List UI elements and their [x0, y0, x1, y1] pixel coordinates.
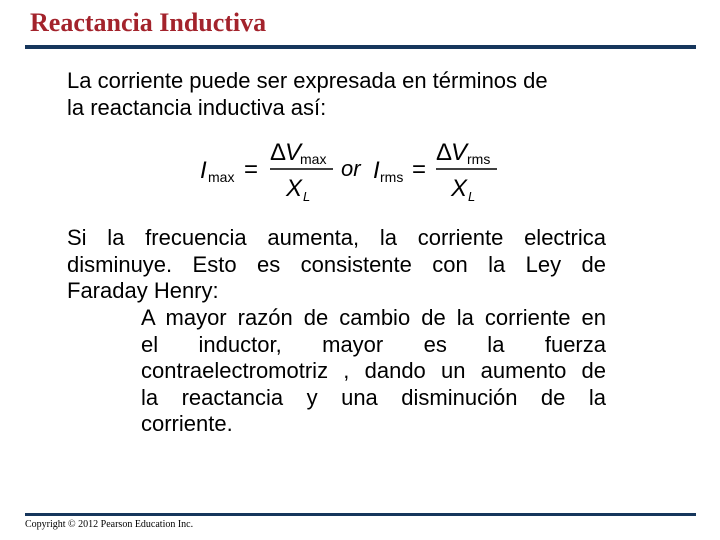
formula-equals-2: = — [412, 156, 427, 183]
paragraph-line: Si la frecuencia aumenta, la corriente electrica — [67, 225, 606, 250]
formula-i-max-sub: max — [208, 169, 235, 185]
explanation-line: A mayor razón de cambio de la corriente en — [141, 305, 606, 330]
formula-x-l-sub-1: L — [303, 189, 311, 204]
faraday-explanation — [141, 305, 606, 438]
paragraph-line: Faraday Henry: — [67, 278, 219, 303]
paragraph-line: disminuye. Esto es consistente con la Ley de — [67, 251, 606, 277]
explanation-line: contraelectromotriz , dando un aumento de — [141, 358, 606, 383]
formula-equals-1: = — [244, 156, 259, 183]
reactance-formula — [200, 136, 510, 206]
formula-x-l-var-2: X — [451, 175, 468, 202]
formula-x-l-var-1: X — [286, 175, 303, 202]
explanation-line: la reactancia y una disminución de la — [141, 384, 606, 410]
explanation-line: corriente. — [141, 411, 233, 436]
footer-rule — [25, 513, 696, 516]
intro-line: la reactancia inductiva así: — [67, 95, 327, 120]
slide-title: Reactancia Inductiva — [30, 8, 267, 37]
formula-v-max-sub: max — [300, 151, 327, 167]
copyright-footer: Copyright © 2012 Pearson Education Inc. — [25, 519, 194, 530]
formula-v-rms-sub: rms — [467, 151, 491, 167]
formula-v-rms-var: V — [451, 139, 468, 166]
formula-x-l-sub-2: L — [468, 189, 476, 204]
formula-delta-2: Δ — [436, 139, 453, 166]
intro-text — [67, 67, 612, 121]
formula-delta-1: Δ — [270, 139, 287, 166]
frequency-paragraph — [67, 225, 606, 305]
formula-v-max-var: V — [285, 139, 302, 166]
explanation-line: el inductor, mayor es la fuerza — [141, 331, 606, 357]
formula-i-rms-var: I — [373, 157, 380, 184]
intro-line: La corriente puede ser expresada en términos de — [67, 68, 548, 93]
title-underline — [25, 45, 696, 49]
formula-or-connector: or — [341, 156, 361, 181]
formula-i-rms-sub: rms — [380, 169, 404, 185]
formula-i-max-var: I — [200, 157, 207, 184]
